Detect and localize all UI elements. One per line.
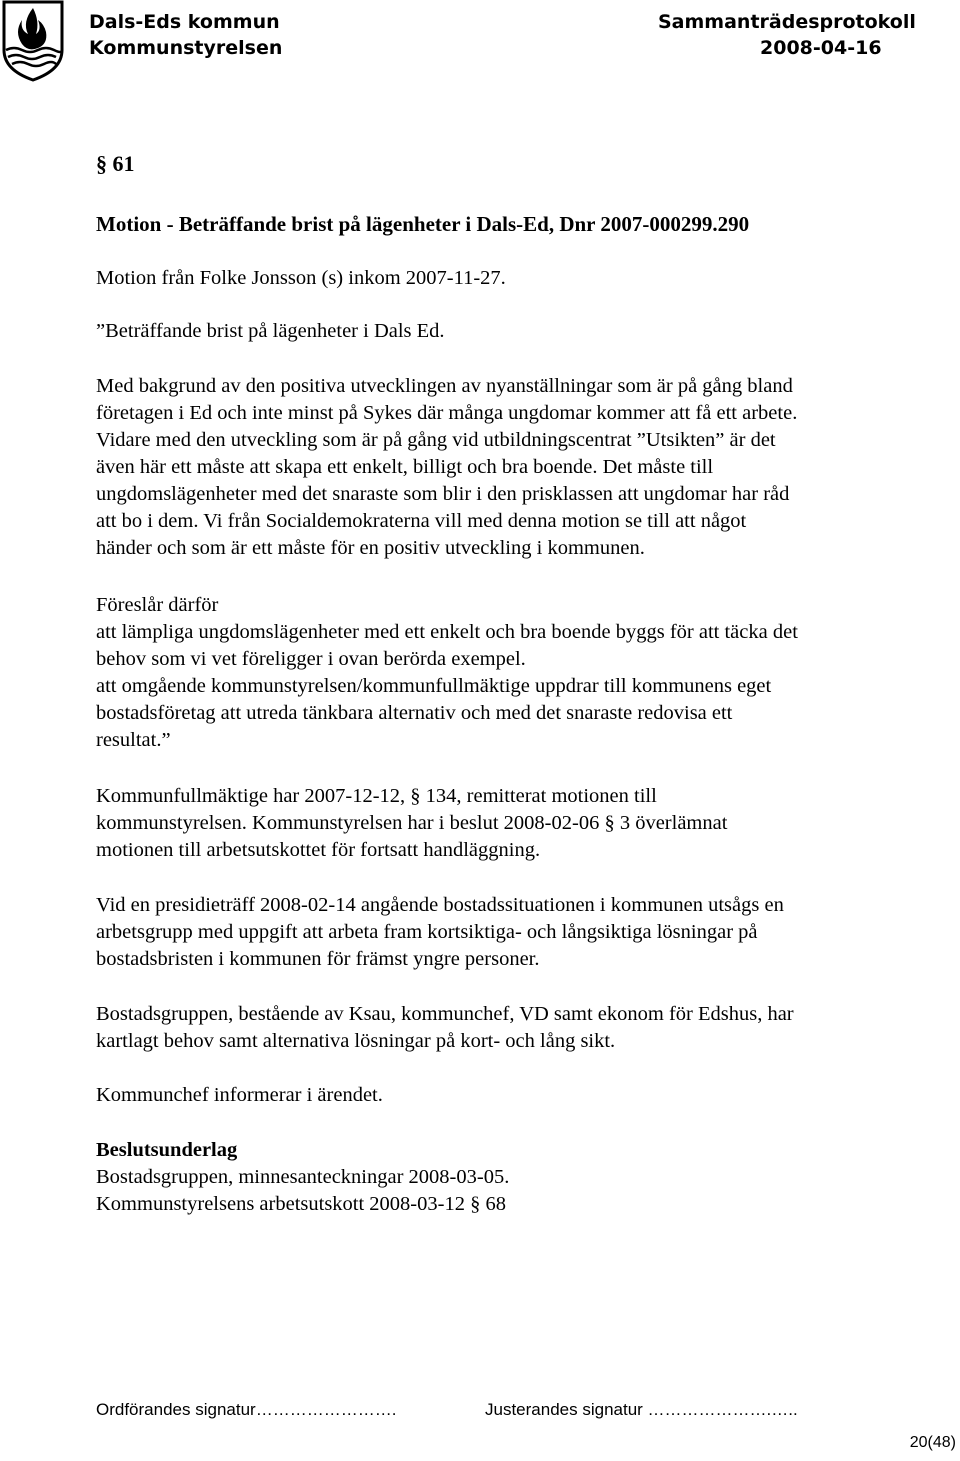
text-line: Kommunfullmäktige har 2007-12-12, § 134, remitterat motionen till: [96, 785, 657, 807]
text-line: händer och som är ett måste för en positiv utveckling i kommunen.: [96, 537, 645, 559]
text-line: bostadsföretag att utreda tänkbara alternativ och med det snaraste redovisa ett: [96, 702, 733, 724]
text-line: Föreslår därför: [96, 594, 219, 616]
decision-basis-heading: Beslutsunderlag: [96, 1139, 238, 1161]
chair-signature: Ordförandes signatur…………………….: [96, 1400, 397, 1419]
text-line: Vid en presidieträff 2008-02-14 angående bostadssituationen i kommunen utsågs en: [96, 894, 784, 916]
text-line: resultat.”: [96, 729, 171, 751]
decision-basis-item: Bostadsgruppen, minnesanteckningar 2008-03-05.: [96, 1166, 510, 1188]
text-line: ”Beträffande brist på lägenheter i Dals Ed.: [96, 320, 445, 342]
paragraph-working-group: [96, 892, 926, 973]
document-type: Sammanträdesprotokoll: [658, 11, 916, 33]
text-line: motionen till arbetsutskottet för fortsatt handläggning.: [96, 839, 541, 861]
paragraph-housing-group: [96, 1001, 926, 1055]
paragraph-proposal: [96, 592, 926, 754]
decision-basis-item: Kommunstyrelsens arbetsutskott 2008-03-12 § 68: [96, 1193, 506, 1215]
text-line: ungdomslägenheter med det snaraste som blir i den prisklassen att ungdomar har råd: [96, 483, 790, 505]
text-line: Motion från Folke Jonsson (s) inkom 2007-11-27.: [96, 267, 506, 289]
municipal-crest-icon: [0, 0, 68, 82]
page-number: 20(48): [909, 1434, 956, 1451]
paragraph-motion-received: [96, 265, 926, 292]
text-line: företagen i Ed och inte minst på Sykes där många ungdomar kommer att få ett arbete.: [96, 402, 798, 424]
text-line: Kommunchef informerar i ärendet.: [96, 1084, 383, 1106]
section-number: § 61: [96, 151, 135, 176]
section-title: Motion - Beträffande brist på lägenheter i Dals-Ed, Dnr 2007-000299.290: [96, 212, 750, 236]
text-line: att bo i dem. Vi från Socialdemokraterna vill med denna motion se till att något: [96, 510, 747, 532]
text-line: bostadsbristen i kommunen för främst yngre personer.: [96, 948, 540, 970]
org-name: Dals-Eds kommun: [89, 11, 280, 33]
paragraph-information: [96, 1082, 926, 1109]
text-line: Bostadsgruppen, bestående av Ksau, kommunchef, VD samt ekonom för Edshus, har: [96, 1003, 794, 1025]
paragraph-motion-title: [96, 318, 926, 345]
text-line: Vidare med den utveckling som är på gång vid utbildningscentrat ”Utsikten” är det: [96, 429, 776, 451]
adjuster-signature: Justerandes signatur ………………….…..: [485, 1400, 798, 1419]
decision-basis: [96, 1137, 926, 1218]
paragraph-background: [96, 373, 926, 562]
text-line: att lämpliga ungdomslägenheter med ett enkelt och bra boende byggs för att täcka det: [96, 621, 798, 643]
text-line: kartlagt behov samt alternativa lösningar på kort- och lång sikt.: [96, 1030, 616, 1052]
text-line: kommunstyrelsen. Kommunstyrelsen har i beslut 2008-02-06 § 3 överlämnat: [96, 812, 728, 834]
text-line: behov som vi vet föreligger i ovan berörda exempel.: [96, 648, 526, 670]
text-line: Med bakgrund av den positiva utvecklingen av nyanställningar som är på gång bland: [96, 375, 793, 397]
document-date: 2008-04-16: [760, 37, 882, 59]
text-line: även här ett måste att skapa ett enkelt, billigt och bra boende. Det måste till: [96, 456, 714, 478]
text-line: att omgående kommunstyrelsen/kommunfullmäktige uppdrar till kommunens eget: [96, 675, 772, 697]
text-line: arbetsgrupp med uppgift att arbeta fram kortsiktiga- och långsiktiga lösningar på: [96, 921, 758, 943]
paragraph-referral: [96, 783, 926, 864]
body-name: Kommunstyrelsen: [89, 37, 283, 59]
